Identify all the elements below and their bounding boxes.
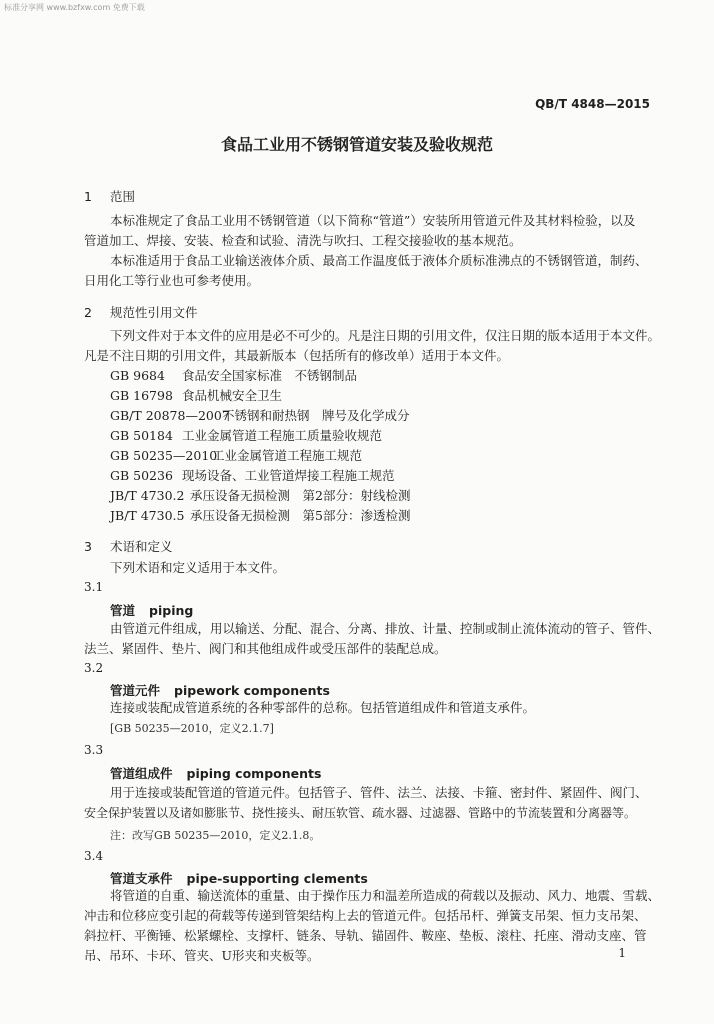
reference-title: 工业金属管道工程施工质量验收规范 (182, 428, 383, 443)
reference-code: GB 9684 (110, 368, 165, 383)
paragraph-line: 凡是不注日期的引用文件，其最新版本（包括所有的修改单）适用于本文件。 (84, 348, 510, 363)
watermark-text: 标准分享网 www.bzfxw.com 免费下载 (4, 3, 145, 12)
section-number: 3 (84, 539, 92, 554)
reference-code: GB 16798 (110, 388, 173, 403)
reference-title: 承压设备无损检测 第5部分：渗透检测 (190, 508, 411, 523)
term-en: pipework components (174, 683, 330, 698)
paragraph-line: 下列文件对于本文件的应用是必不可少的。凡是注日期的引用文件，仅注日期的版本适用于本文件。 (110, 328, 661, 343)
reference-code: GB 50236 (110, 468, 173, 483)
term-heading (110, 764, 321, 782)
page-title: 食品工业用不锈钢管道安装及验收规范 (220, 135, 493, 154)
section-number: 2 (84, 305, 92, 320)
reference-item (110, 366, 357, 386)
term-en: piping components (186, 766, 322, 781)
reference-code: GB 50184 (110, 428, 173, 443)
section-title: 规范性引用文件 (110, 305, 198, 320)
term-en: piping (149, 603, 194, 618)
paragraph-line: 本标准规定了食品工业用不锈钢管道（以下简称“管道”）安装所用管道元件及其材料检验，以及 (110, 213, 636, 228)
reference-item (110, 406, 410, 426)
reference-title: 食品安全国家标准 不锈钢制品 (182, 368, 358, 383)
standard-number: QB/T 4848—2015 (535, 97, 650, 111)
reference-title: 承压设备无损检测 第2部分：射线检测 (190, 488, 411, 503)
reference-code: GB/T 20878—2007 (110, 408, 230, 423)
paragraph-line: 吊、吊环、卡环、管夹、U形夹和夹板等。 (84, 948, 320, 963)
reference-item (110, 446, 362, 466)
term-number: 3.3 (84, 743, 104, 757)
reference-title: 食品机械安全卫生 (182, 388, 283, 403)
term-heading (110, 681, 330, 699)
page-number: 1 (618, 946, 626, 960)
paragraph-line: 由管道元件组成，用以输送、分配、混合、分离、排放、计量、控制或制止流体流动的管子、管件、 (110, 621, 661, 636)
term-heading (110, 601, 193, 619)
term-heading (110, 869, 368, 887)
reference-item (110, 466, 395, 486)
paragraph-line: 斜拉杆、平衡锤、松紧螺栓、支撑杆、链条、导轨、锚固件、鞍座、垫板、滚柱、托座、滑动支座、管 (84, 928, 647, 943)
section-title: 术语和定义 (110, 539, 173, 554)
paragraph-line: 将管道的自重、输送流体的重量、由于操作压力和温差所造成的荷载以及振动、风力、地震、雪载、 (110, 888, 661, 903)
section-2-heading (84, 303, 198, 321)
paragraph-line: 管道加工、焊接、安装、检查和试验、清洗与吹扫、工程交接验收的基本规范。 (84, 233, 522, 248)
term-zh: 管道组成件 (110, 766, 173, 781)
term-zh: 管道元件 (110, 683, 161, 698)
reference-title: 工业金属管道工程施工规范 (212, 448, 363, 463)
paragraph-line: 法兰、紧固件、垫片、阀门和其他组成件或受压部件的装配总成。 (84, 641, 447, 656)
reference-item (110, 506, 410, 526)
paragraph-line: 本标准适用于食品工业输送液体介质、最高工作温度低于液体介质标准沸点的不锈钢管道，制药、 (110, 253, 648, 268)
reference-item (110, 386, 282, 406)
definition-note: 注：改写GB 50235—2010，定义2.1.8。 (110, 829, 321, 842)
paragraph-line: 安全保护装置以及诸如膨胀节、挠性接头、耐压软管、疏水器、过滤器、管路中的节流装置和分离器等。 (84, 806, 637, 820)
term-zh: 管道 (110, 603, 136, 618)
reference-title: 不锈钢和耐热钢 牌号及化学成分 (222, 408, 410, 423)
paragraph-line: 日用化工等行业也可参考使用。 (84, 273, 260, 288)
term-number: 3.2 (84, 661, 104, 675)
reference-item (110, 426, 382, 446)
definition-source-note: [GB 50235—2010，定义2.1.7] (110, 722, 274, 735)
paragraph-line: 用于连接或装配管道的管道元件。包括管子、管件、法兰、法接、卡箍、密封件、紧固件、阀门、 (110, 785, 648, 800)
section-3-heading (84, 537, 173, 555)
term-number: 3.4 (84, 849, 104, 863)
reference-code: GB 50235—2010 (110, 448, 218, 463)
section-1-heading (84, 187, 135, 205)
paragraph-line: 冲击和位移应变引起的荷载等传递到管架结构上去的管道元件。包括吊杆、弹簧支吊架、恒力支吊架、 (84, 908, 647, 923)
reference-code: JB/T 4730.5 (110, 508, 185, 523)
section-number: 1 (84, 189, 92, 204)
reference-code: JB/T 4730.2 (110, 488, 185, 503)
paragraph-line: 下列术语和定义适用于本文件。 (110, 560, 286, 575)
reference-item (110, 486, 410, 506)
section-title: 范围 (110, 189, 136, 204)
term-en: pipe-supporting clements (186, 871, 368, 886)
term-number: 3.1 (84, 580, 104, 594)
paragraph-line: 连接或装配成管道系统的各种零部件的总称。包括管道组成件和管道支承件。 (110, 700, 536, 715)
reference-title: 现场设备、工业管道焊接工程施工规范 (182, 468, 395, 483)
term-zh: 管道支承件 (110, 871, 173, 886)
